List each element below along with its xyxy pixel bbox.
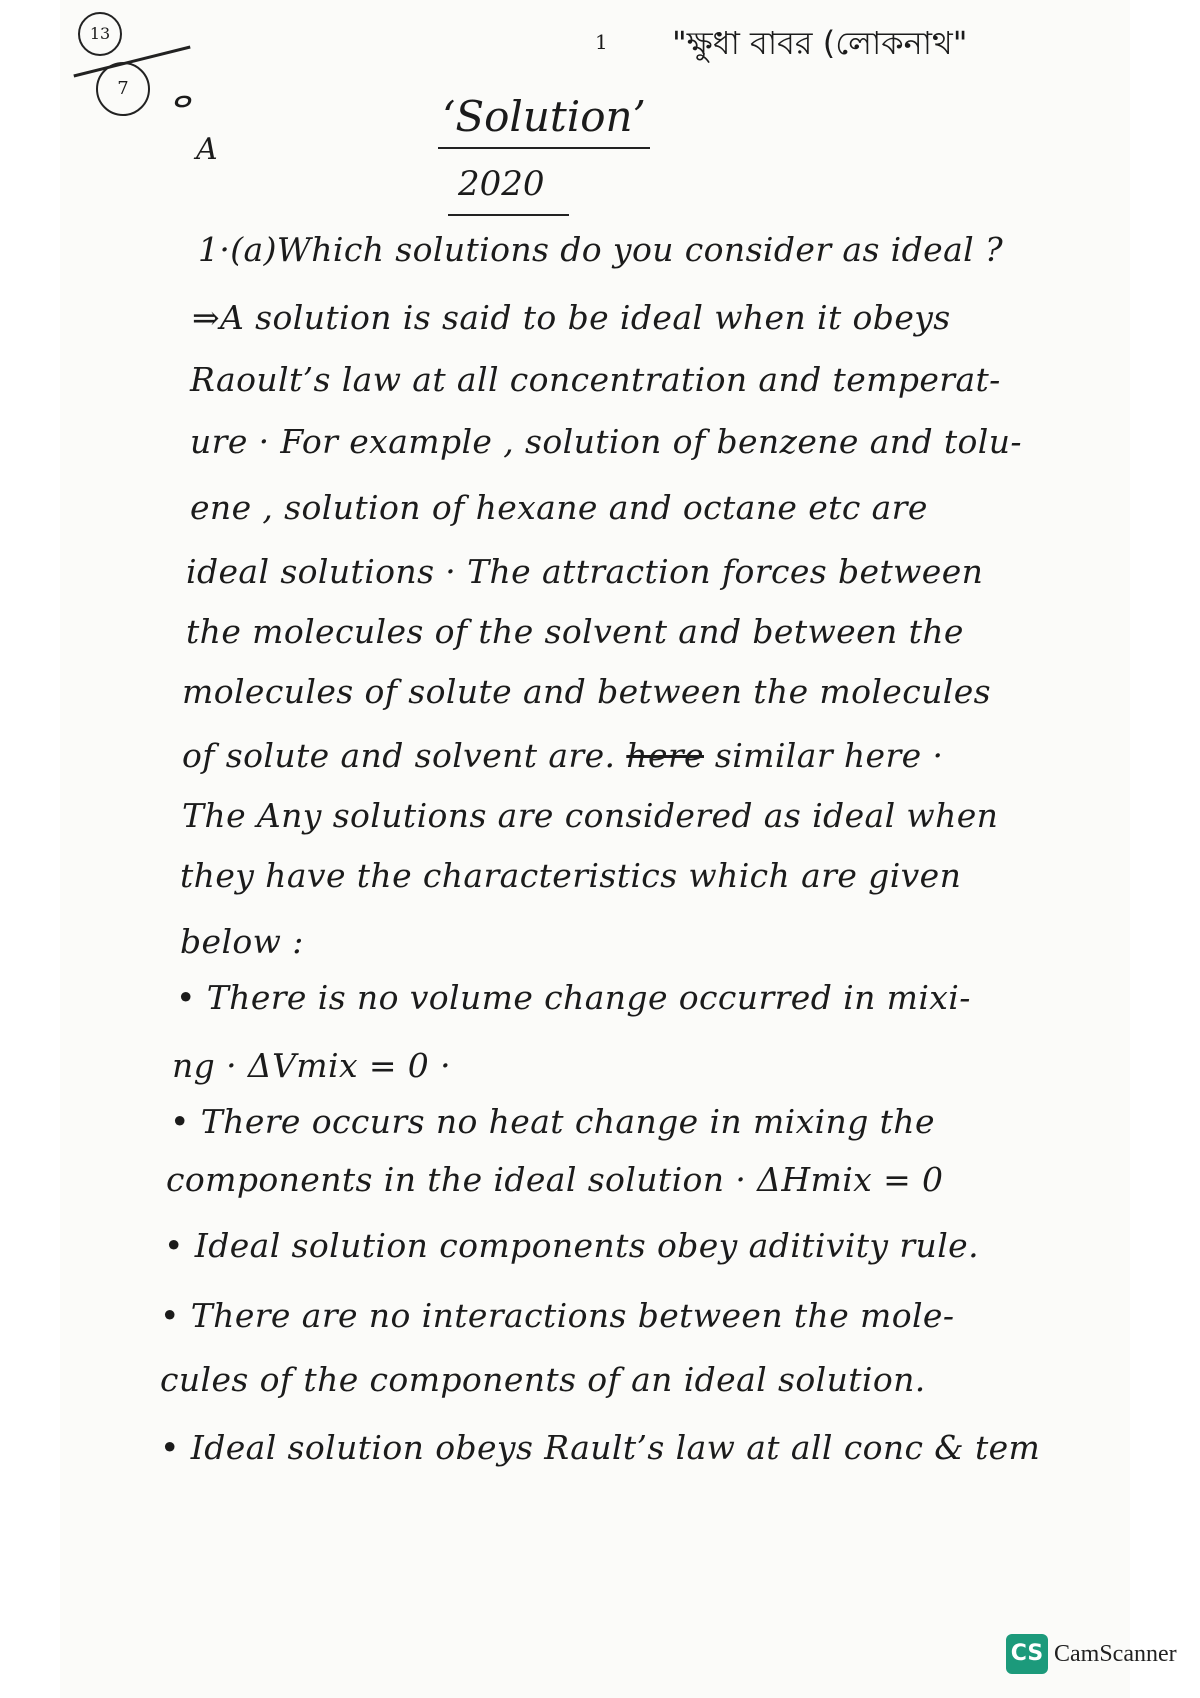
margin-circle-mark: 13 — [78, 12, 122, 56]
margin-glyph: ⴰ — [172, 80, 192, 115]
bullet-line: • Ideal solution obeys Rault’s law at all conc & tem — [160, 1428, 1041, 1467]
header-note: "ক্ষুধা বাবর (লোকনাথ" — [672, 24, 968, 62]
struck-word: here — [626, 736, 704, 775]
camscanner-watermark — [1006, 1634, 1177, 1674]
text-segment: similar here · — [703, 736, 944, 775]
camscanner-label: CamScanner — [1054, 1640, 1177, 1667]
text-line: cules of the components of an ideal solution. — [160, 1360, 926, 1399]
text-line: ng · ΔVmix = 0 · — [172, 1046, 451, 1085]
text-line: the molecules of the solvent and between the — [186, 612, 964, 651]
camscanner-icon: CS — [1006, 1634, 1048, 1674]
text-line: they have the characteristics which are given — [180, 856, 962, 895]
bullet-line: • There is no volume change occurred in mixi- — [176, 978, 971, 1017]
text-line: molecules of solute and between the molecules — [182, 672, 991, 711]
bullet-line: • Ideal solution components obey aditivity rule. — [164, 1226, 979, 1265]
page-title: ‘Solution’ — [438, 92, 650, 149]
text-line: Raoult’s law at all concentration and temperat- — [190, 360, 1001, 399]
text-line: ene , solution of hexane and octane etc are — [190, 488, 928, 527]
bullet-line: • There occurs no heat change in mixing the — [170, 1102, 935, 1141]
text-line: ure · For example , solution of benzene and tolu- — [190, 422, 1022, 461]
text-line: below : — [180, 922, 304, 961]
text-line-with-strike — [0, 736, 1200, 775]
page-year: 2020 — [448, 164, 569, 216]
page-number: 1 — [595, 30, 608, 54]
text-line: ⇒A solution is said to be ideal when it obeys — [192, 298, 951, 337]
margin-circle-mark-2: 7 — [96, 62, 150, 116]
text-line: ideal solutions · The attraction forces between — [186, 552, 984, 591]
bullet-line: • There are no interactions between the mole- — [160, 1296, 955, 1335]
margin-letter: A — [196, 132, 218, 167]
text-segment: of solute and solvent are. — [182, 736, 616, 775]
text-line: The Any solutions are considered as ideal when — [182, 796, 999, 835]
text-line: components in the ideal solution · ΔHmix = 0 — [166, 1160, 944, 1199]
question-line: 1·(a)Which solutions do you consider as ideal ? — [198, 230, 1004, 269]
